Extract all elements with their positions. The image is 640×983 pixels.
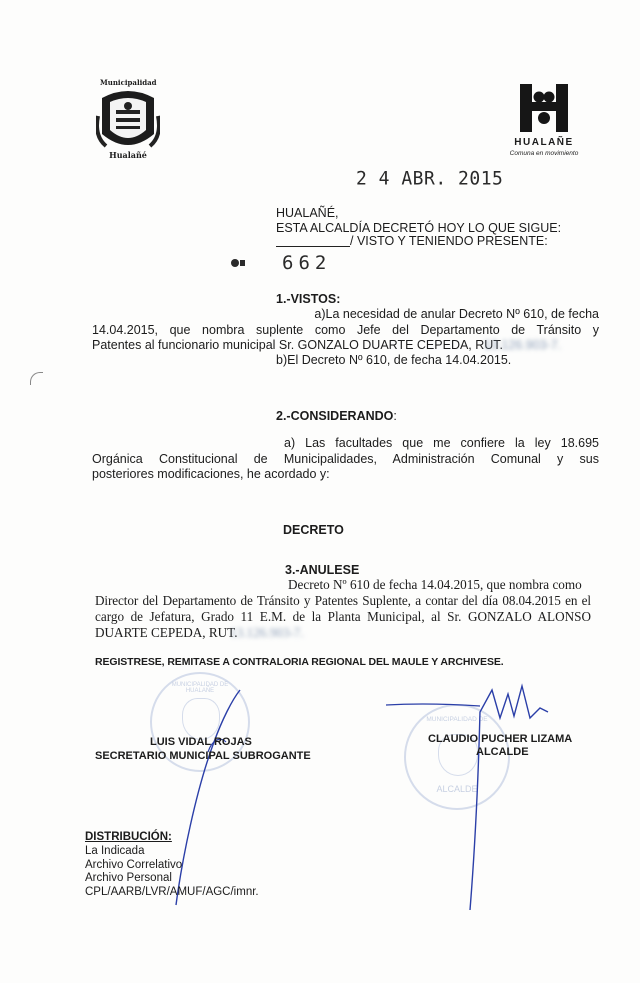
vistos-rut: 13.126.903-7. (484, 338, 562, 352)
vistos-heading: 1.-VISTOS: (276, 292, 341, 306)
right-signer-name: CLAUDIO PUCHER LIZAMA (428, 733, 573, 745)
decreto-heading: DECRETO (283, 523, 344, 537)
anulese-heading: 3.-ANULESE (285, 563, 360, 577)
distribucion-item: La Indicada (85, 845, 145, 857)
considerando-a-line-2: Orgánica Constitucional de Municipalidades, Administración Comunal y sus (92, 452, 599, 466)
brand-name: HUALAÑE (514, 137, 574, 148)
left-signer-title: SECRETARIO MUNICIPAL SUBROGANTE (95, 750, 311, 762)
left-stamp-text: MUNICIPALIDAD DE HUALAÑE (171, 682, 229, 694)
right-stamp-bottom-text: ALCALDE (436, 784, 478, 794)
considerando-heading-text: 2.-CONSIDERANDO (276, 409, 394, 423)
distribucion-list (85, 845, 259, 899)
registrese-line: REGISTRESE, REMITASE A CONTRALORIA REGIONAL DEL MAULE Y ARCHIVESE. (95, 656, 504, 668)
considerando-a-line-1: a) Las facultades que me confiere la ley 18.695 (284, 436, 599, 450)
date-stamp: 2 4 ABR. 2015 (356, 167, 504, 190)
anulese-line-4: DUARTE CEPEDA, RUT. (95, 625, 238, 640)
intro-line-1: HUALAÑÉ, (276, 206, 339, 220)
punch-hole-mark (30, 372, 43, 385)
left-signer-name: LUIS VIDAL ROJAS (150, 736, 252, 748)
considerando-a-line-3: posteriores modificaciones, he acordado y: (92, 467, 330, 481)
vistos-b-line: b)El Decreto Nº 610, de fecha 14.04.2015. (276, 353, 512, 367)
anulese-line-2: Director del Departamento de Tránsito y Patentes Suplente, a contar del día 08.04.2015 en el (95, 593, 591, 608)
right-signer-title: ALCALDE (476, 746, 529, 758)
considerando-colon: : (393, 409, 397, 423)
decree-number: 662 (282, 252, 332, 274)
intro-line-3: / VISTO Y TENIENDO PRESENTE: (350, 234, 548, 248)
crest-text-bottom: Hualañé (109, 150, 147, 160)
intro-line-2: ESTA ALCALDÍA DECRETÓ HOY LO QUE SIGUE: (276, 221, 562, 235)
anulese-line-3: cargo de Jefatura, Grado 11 E.M. de la Planta Municipal, al Sr. GONZALO ALONSO (95, 609, 591, 624)
distribucion-heading: DISTRIBUCIÓN: (85, 831, 172, 843)
vistos-a-line-3: Patentes al funcionario municipal Sr. GONZALO DUARTE CEPEDA, RUT. (92, 338, 504, 352)
distribucion-item: CPL/AARB/LVR/AMUF/AGC/imnr. (85, 885, 259, 898)
right-stamp-text: MUNICIPALIDAD DE (426, 716, 488, 723)
anulese-rut: 13.126.903-7. (230, 625, 304, 640)
vistos-a-line-2: 14.04.2015, que nombra suplente como Jefe del Departamento de Tránsito y (92, 323, 599, 337)
brand-tagline: Comuna en movimiento (509, 150, 579, 157)
anulese-line-1: Decreto Nº 610 de fecha 14.04.2015, que nombra como (288, 577, 582, 592)
distribucion-item: Archivo Personal (85, 872, 172, 884)
distribucion-item: Archivo Correlativo (85, 858, 183, 871)
crest-text-top: Municipalidad (100, 78, 157, 87)
vistos-a-line-1: a)La necesidad de anular Decreto Nº 610, de fecha (314, 307, 599, 321)
